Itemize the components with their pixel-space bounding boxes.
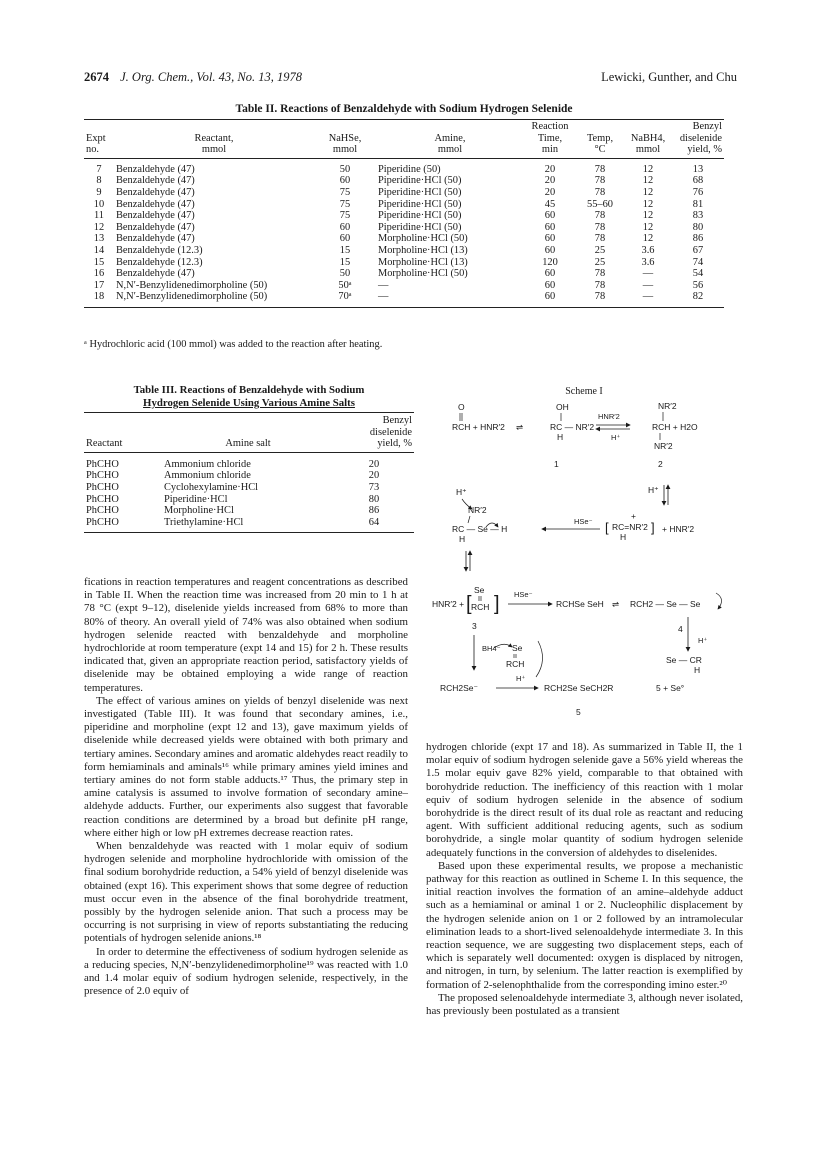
t2-yield: 13 bbox=[692, 163, 704, 175]
t3-reactant: PhCHO bbox=[86, 505, 119, 517]
body-column-right bbox=[426, 741, 743, 1018]
t2-time: 20 bbox=[544, 175, 556, 187]
t3-yield: 64 bbox=[334, 517, 414, 533]
scheme-rchse-seh: RCHSe SeH bbox=[556, 599, 604, 609]
t2-yield: 86 bbox=[692, 233, 704, 245]
table2-header-nabh4-1: NaBH4, bbox=[630, 132, 666, 144]
t2-temp: 78 bbox=[594, 233, 606, 245]
t3-reactant: PhCHO bbox=[86, 458, 119, 470]
table3-row bbox=[84, 482, 414, 494]
t2-amine: Piperidine·HCl (50) bbox=[378, 186, 462, 198]
scheme-iminium-h: H bbox=[620, 532, 627, 542]
scheme-hnr2-top: HNR′2 bbox=[598, 412, 620, 421]
table2-row bbox=[84, 158, 724, 175]
table2-header-yield-2: yield, % bbox=[672, 144, 724, 158]
t3-amine: Cyclohexylamine·HCl bbox=[164, 481, 259, 493]
t2-nahse: 15 bbox=[339, 244, 351, 256]
table2-caption: Table II. Reactions of Benzaldehyde with Sodium Hydrogen Selenide bbox=[235, 103, 573, 115]
t2-nabh4: 3.6 bbox=[641, 244, 655, 256]
t3-yield: 80 bbox=[368, 493, 380, 505]
scheme-eq-arrow-1: ⇌ bbox=[516, 422, 524, 432]
t3-amine: Triethylamine·HCl bbox=[162, 517, 334, 533]
scheme-compound-3: 3 bbox=[472, 621, 477, 631]
scheme-compound-4: 4 bbox=[678, 624, 683, 634]
table2-row bbox=[84, 175, 724, 187]
t2-expt: 14 bbox=[93, 244, 105, 256]
t2-nahse: 60 bbox=[339, 175, 351, 187]
table2-footnote: ᵃ Hydrochloric acid (100 mmol) was added to the reaction after heating. bbox=[84, 339, 383, 350]
t2-amine: Morpholine·HCl (50) bbox=[378, 268, 468, 280]
t2-expt: 12 bbox=[93, 221, 105, 233]
t2-time: 60 bbox=[544, 279, 556, 291]
table3-caption-line1: Table III. Reactions of Benzaldehyde with Sodium bbox=[133, 384, 365, 396]
table3-header-yield-2: yield, % bbox=[377, 438, 412, 450]
scheme-hse-2: HSe⁻ bbox=[514, 590, 533, 599]
table2-row bbox=[84, 268, 724, 280]
t2-time: 60 bbox=[544, 268, 556, 280]
scheme-hnr2-plus: HNR′2 + bbox=[432, 599, 465, 609]
t2-reactant: Benzaldehyde (47) bbox=[116, 186, 195, 198]
t2-nahse: 15 bbox=[339, 256, 351, 268]
t2-yield: 81 bbox=[692, 198, 704, 210]
table2-header-yield-0: Benzyl bbox=[692, 121, 722, 132]
scheme-compound-2: 2 bbox=[658, 459, 663, 469]
table2-row bbox=[84, 210, 724, 222]
table3-row bbox=[84, 505, 414, 517]
t2-reactant: Benzaldehyde (47) bbox=[116, 175, 195, 187]
body-paragraph: fications in reaction temperatures and reagent concentrations as described in Table II. When the reaction time was increased from 20 min to 1 h at 78 °C (expt 9–12), diselenide yields increased from 68% to more than 80% of theory. An overall yield of 74% was also obtained when sodium hydrogen selenide reacted with benzaldehyde and morpholine hydrochloride at room temperature (expt 14 and 15) for 2 h. These results indicated that, given an appropriate reaction period, satisfactory yields of diselenide may be obtained employing a wide range of reaction temperatures. bbox=[84, 576, 408, 694]
t2-nahse: 70ᵃ bbox=[314, 291, 376, 307]
table2-header-expt-1: Expt bbox=[86, 132, 106, 144]
t2-nahse: 60 bbox=[339, 233, 351, 245]
scheme-box-open: [ bbox=[466, 593, 472, 615]
t2-amine: Piperidine (50) bbox=[378, 163, 441, 175]
table2-header-amine-2: mmol bbox=[376, 144, 524, 158]
t2-nahse: 75 bbox=[339, 210, 351, 222]
table2-header-nahse-2: mmol bbox=[314, 144, 376, 158]
t3-reactant: PhCHO bbox=[86, 493, 119, 505]
t2-reactant: N,N′-Benzylidenedimorpholine (50) bbox=[116, 279, 268, 291]
scheme-se-cr: Se — CR bbox=[666, 655, 702, 665]
t2-amine: Morpholine·HCl (13) bbox=[378, 256, 468, 268]
t2-nahse: 75 bbox=[339, 198, 351, 210]
table3-header-amine: Amine salt bbox=[162, 413, 334, 453]
table2-row bbox=[84, 187, 724, 199]
t3-amine: Piperidine·HCl bbox=[164, 493, 228, 505]
t2-yield: 80 bbox=[692, 221, 704, 233]
scheme-rch2-se-se: RCH2 — Se — Se bbox=[630, 599, 701, 609]
t3-yield: 20 bbox=[368, 470, 380, 482]
t2-yield: 82 bbox=[672, 291, 724, 307]
body-paragraph: The proposed selenoaldehyde intermediate 3, although never isolated, has previously been postulated as a transient bbox=[426, 991, 743, 1018]
scheme-h-1: H bbox=[557, 432, 564, 442]
table2-row bbox=[84, 245, 724, 257]
scheme-se: Se bbox=[474, 585, 485, 595]
t2-yield: 76 bbox=[692, 186, 704, 198]
t2-yield: 67 bbox=[692, 244, 704, 256]
t2-reactant: Benzaldehyde (47) bbox=[116, 210, 195, 222]
t2-expt: 7 bbox=[96, 163, 102, 175]
t2-temp: 78 bbox=[594, 221, 606, 233]
t2-nabh4: 12 bbox=[642, 210, 654, 222]
scheme-iminium-plus: + bbox=[631, 511, 636, 521]
table2-header-reactant-1: Reactant, bbox=[194, 132, 234, 144]
t2-time: 45 bbox=[544, 198, 556, 210]
table2-header-time-1: Time, bbox=[537, 132, 563, 144]
t2-temp: 25 bbox=[594, 244, 606, 256]
t3-reactant: PhCHO bbox=[86, 470, 119, 482]
table2-row bbox=[84, 233, 724, 245]
table2-row bbox=[84, 199, 724, 211]
t2-nabh4: — bbox=[624, 291, 672, 307]
t2-reactant: N,N′-Benzylidenedimorpholine (50) bbox=[114, 291, 314, 307]
scheme-hplus-top: H⁺ bbox=[611, 433, 621, 442]
table3-row bbox=[84, 517, 414, 533]
scheme-compound-1: 1 bbox=[554, 459, 559, 469]
t2-temp: 78 bbox=[576, 291, 624, 307]
scheme-nr2-top: NR′2 bbox=[658, 401, 677, 411]
table2-header-yield-1: diselenide bbox=[679, 132, 722, 144]
t2-amine: — bbox=[378, 279, 389, 291]
t2-expt: 17 bbox=[93, 279, 105, 291]
scheme-1-drawing bbox=[426, 385, 743, 737]
t2-yield: 54 bbox=[692, 268, 704, 280]
body-paragraph: In order to determine the effectiveness of sodium hydrogen selenide as a reducing species, N,N′-benzylidenedimorpholine¹⁹ was reacted with 1.0 and 1.4 molar equiv of sodium hydrogen selenide, respectively, in the presence of 2.0 equiv of bbox=[84, 945, 408, 998]
t2-reactant: Benzaldehyde (12.3) bbox=[116, 256, 203, 268]
t2-time: 20 bbox=[544, 163, 556, 175]
scheme-hplus-4: H⁺ bbox=[698, 636, 708, 645]
scheme-5-plus-se: 5 + Se° bbox=[656, 683, 685, 693]
scheme-product: RCH2Se SeCH2R bbox=[544, 683, 614, 693]
t2-temp: 78 bbox=[594, 210, 606, 222]
t2-nahse: 50ᵃ bbox=[338, 279, 352, 291]
scheme-hplus-right: H⁺ bbox=[648, 485, 659, 495]
t2-temp: 78 bbox=[594, 163, 606, 175]
t2-expt: 11 bbox=[93, 210, 104, 222]
table3-row bbox=[84, 452, 414, 470]
table2-row bbox=[84, 257, 724, 269]
body-paragraph: Based upon these experimental results, we propose a mechanistic pathway for this reaction as outlined in Scheme I. In this sequence, the initial reaction involves the formation of an amine–aldehyde adduct such as a hemiaminal or aminal 1 or 2. Nucleophilic displacement by the hydrogen selenide anion on 1 or 2 followed by an intramolecular elimination leads to a short-lived selenoaldehyde intermediate 3. In this reaction sequence, we are suggesting two displacement steps, each of which is separately well documented: oxygen is displaced by nitrogen, and nitrogen, in turn, by selenium. The latter reaction is exemplified by formation of 2-selenophthalide from the corresponding imino ester.²⁰ bbox=[426, 859, 743, 991]
t2-nabh4: 12 bbox=[642, 221, 654, 233]
t2-expt: 10 bbox=[93, 198, 105, 210]
table2-header-reactant-2: mmol bbox=[114, 144, 314, 158]
table3-header-yield-0: Benzyl bbox=[382, 415, 412, 426]
body-paragraph: hydrogen chloride (expt 17 and 18). As summarized in Table II, the 1 molar equiv of sodium hydrogen selenide gave a 56% yield whereas the 1.5 molar equiv gave 82% yield, comparable to that obtained with borohydride reduction. The inefficiency of this reaction with 1 molar equiv of sodium hydrogen selenide in the absence of sodium borohydride is the direct result of its dual role as reactant and reducing agent. With sufficient additional reducing agents, such as sodium borohydride, a single molar quantity of sodium hydrogen selenide adequately functions in the conversion of aldehydes to diselenides. bbox=[426, 741, 743, 859]
t2-temp: 55–60 bbox=[587, 198, 613, 210]
scheme-se-2: Se bbox=[512, 643, 523, 653]
scheme-bh4: BH4⁻ bbox=[482, 644, 501, 653]
running-header-authors: Lewicki, Gunther, and Chu bbox=[601, 70, 737, 84]
scheme-rch-2: RCH bbox=[506, 659, 525, 669]
t3-amine: Ammonium chloride bbox=[164, 458, 251, 470]
t2-reactant: Benzaldehyde (47) bbox=[116, 163, 195, 175]
scheme-nr2-bottom: NR′2 bbox=[654, 441, 673, 451]
scheme-o: O bbox=[458, 402, 465, 412]
table2-row bbox=[84, 291, 724, 307]
t2-yield: 74 bbox=[692, 256, 704, 268]
journal-citation: J. Org. Chem., Vol. 43, No. 13, 1978 bbox=[120, 70, 302, 84]
table2-header-amine-1: Amine, bbox=[434, 132, 466, 144]
scheme-h-3: H bbox=[459, 534, 466, 544]
t2-time: 60 bbox=[544, 244, 556, 256]
table3-caption-line2: Hydrogen Selenide Using Various Amine Salts bbox=[143, 396, 355, 409]
t2-time: 60 bbox=[544, 233, 556, 245]
t3-yield: 86 bbox=[368, 505, 380, 517]
t2-yield: 83 bbox=[692, 210, 704, 222]
t2-amine: Piperidine·HCl (50) bbox=[378, 198, 462, 210]
table3-row bbox=[84, 470, 414, 482]
running-header-left bbox=[84, 70, 302, 85]
t2-time: 60 bbox=[524, 291, 576, 307]
t2-nabh4: — bbox=[642, 268, 654, 280]
table3-header-reactant: Reactant bbox=[84, 413, 162, 453]
t3-amine: Morpholine·HCl bbox=[164, 505, 234, 517]
t2-nabh4: 3.6 bbox=[641, 256, 655, 268]
t2-yield: 56 bbox=[692, 279, 704, 291]
scheme-nr2-left: NR′2 bbox=[468, 505, 487, 515]
t3-yield: 20 bbox=[368, 458, 380, 470]
scheme-rch2se: RCH2Se⁻ bbox=[440, 683, 479, 693]
table2-header-temp-2: °C bbox=[576, 144, 624, 158]
t2-amine: Piperidine·HCl (50) bbox=[378, 210, 462, 222]
t2-temp: 78 bbox=[594, 175, 606, 187]
body-column-left bbox=[84, 576, 408, 999]
scheme-hplus-left: H⁺ bbox=[456, 487, 467, 497]
scheme-bracket-open: [ bbox=[605, 520, 609, 535]
table3-row bbox=[84, 494, 414, 506]
t3-yield: 73 bbox=[368, 481, 380, 493]
t2-expt: 18 bbox=[84, 291, 114, 307]
t2-amine: — bbox=[376, 291, 524, 307]
scheme-box-close: ] bbox=[494, 593, 500, 615]
scheme-h-4: H bbox=[694, 665, 701, 675]
table2-header-nahse-1: NaHSe, bbox=[328, 132, 362, 144]
table2 bbox=[84, 119, 724, 308]
scheme-rch-h2o: RCH + H2O bbox=[652, 422, 698, 432]
t2-amine: Morpholine·HCl (50) bbox=[378, 233, 468, 245]
t2-amine: Piperidine·HCl (50) bbox=[378, 221, 462, 233]
table2-header-expt-2: no. bbox=[84, 144, 114, 158]
t2-nabh4: 12 bbox=[642, 175, 654, 187]
t3-reactant: PhCHO bbox=[86, 481, 119, 493]
scheme-compound-5: 5 bbox=[576, 707, 581, 717]
scheme-rch-hnr2: RCH + HNR′2 bbox=[452, 422, 505, 432]
scheme-1 bbox=[426, 385, 743, 737]
scheme-title: Scheme I bbox=[565, 386, 603, 397]
t2-temp: 25 bbox=[594, 256, 606, 268]
scheme-plus-hnr2: + HNR′2 bbox=[662, 524, 695, 534]
scheme-bracket-close: ] bbox=[651, 520, 655, 535]
t2-reactant: Benzaldehyde (47) bbox=[116, 221, 195, 233]
table3-header-yield-1: diselenide bbox=[369, 426, 412, 438]
t2-reactant: Benzaldehyde (47) bbox=[116, 198, 195, 210]
t2-time: 60 bbox=[544, 210, 556, 222]
table2-row bbox=[84, 280, 724, 292]
t2-reactant: Benzaldehyde (12.3) bbox=[116, 244, 203, 256]
scheme-iminium: RC=NR′2 bbox=[612, 522, 648, 532]
t2-nahse: 75 bbox=[339, 186, 351, 198]
scheme-rc-se-h: RC — Se — H bbox=[452, 524, 508, 534]
t2-nabh4: 12 bbox=[642, 233, 654, 245]
t2-temp: 78 bbox=[594, 279, 606, 291]
t2-expt: 9 bbox=[96, 186, 102, 198]
scheme-hse-1: HSe⁻ bbox=[574, 517, 593, 526]
table3 bbox=[84, 412, 414, 533]
t2-yield: 68 bbox=[692, 175, 704, 187]
scheme-rc-nr2: RC — NR′2 bbox=[550, 422, 595, 432]
body-paragraph: The effect of various amines on yields of benzyl diselenide was next investigated (Table III). It was found that secondary amines, i.e., piperidine and morpholine (expt 12 and 13), gave maximum yields of diselenide while decreased yields were obtained with both primary and tertiary amines. Secondary amines and aromatic aldehydes react readily to form hemiaminals and aminals¹⁶ while primary amines yield imines and tertiary amines do not form stable adducts.¹⁷ Thus, the primary step in amine catalysis is assumed to involve formation of secondary amine–aldehyde adducts. Further, our experiments also suggest that favorable reaction conditions are determined by a broad but definite pH range, where either high or low pH extremes decrease reaction rates. bbox=[84, 694, 408, 839]
scheme-hplus-bottom: H⁺ bbox=[516, 674, 526, 683]
table3-header-yield bbox=[334, 413, 414, 453]
t3-reactant: PhCHO bbox=[84, 517, 162, 533]
t2-time: 120 bbox=[542, 256, 558, 268]
t2-nabh4: 12 bbox=[642, 198, 654, 210]
t2-temp: 78 bbox=[594, 268, 606, 280]
table3-caption bbox=[84, 384, 414, 409]
t2-time: 20 bbox=[544, 186, 556, 198]
t2-nahse: 50 bbox=[339, 163, 351, 175]
table2-header-time-2: min bbox=[524, 144, 576, 158]
t2-nabh4: 12 bbox=[642, 186, 654, 198]
t2-temp: 78 bbox=[594, 186, 606, 198]
scheme-rch-box: RCH bbox=[471, 602, 490, 612]
t2-reactant: Benzaldehyde (47) bbox=[116, 233, 195, 245]
t2-amine: Morpholine·HCl (13) bbox=[378, 244, 468, 256]
t2-expt: 8 bbox=[96, 175, 102, 187]
scheme-oh: OH bbox=[556, 402, 569, 412]
t2-expt: 16 bbox=[93, 268, 105, 280]
t2-expt: 13 bbox=[93, 233, 105, 245]
scheme-eq-arrow-2: ⇌ bbox=[612, 599, 620, 609]
t2-expt: 15 bbox=[93, 256, 105, 268]
t3-amine: Ammonium chloride bbox=[164, 470, 251, 482]
table2-header-nabh4-2: mmol bbox=[624, 144, 672, 158]
body-paragraph: When benzaldehyde was reacted with 1 molar equiv of sodium hydrogen selenide and morpholine hydrochloride with omission of the final sodium borohydride reduction, a 54% yield of benzyl diselenide was obtained (expt 16). This experiment shows that some degree of reduction must occur even in the absence of the final borohydride treatment, possibly by the hydrogen selenide anion. That such a process may be occurring is not surprising in view of reports substantiating the reducing potentials of hydrogen selenide anions.¹⁸ bbox=[84, 840, 408, 945]
page-number: 2674 bbox=[84, 70, 109, 84]
t2-reactant: Benzaldehyde (47) bbox=[116, 268, 195, 280]
table2-header-temp-1: Temp, bbox=[586, 132, 614, 144]
table2-row bbox=[84, 222, 724, 234]
t2-nabh4: 12 bbox=[642, 163, 654, 175]
t2-time: 60 bbox=[544, 221, 556, 233]
t2-nahse: 60 bbox=[339, 221, 351, 233]
t2-nahse: 50 bbox=[339, 268, 351, 280]
t2-nabh4: — bbox=[642, 279, 654, 291]
t2-amine: Piperidine·HCl (50) bbox=[378, 175, 462, 187]
table2-header-time-0: Reaction bbox=[531, 121, 569, 132]
